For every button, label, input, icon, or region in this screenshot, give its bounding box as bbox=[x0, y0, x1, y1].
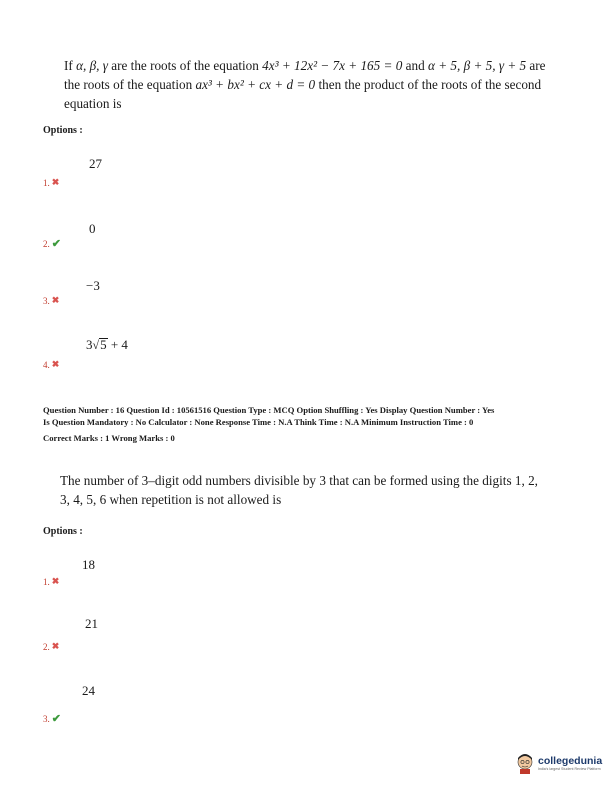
roots-greek: α, β, γ bbox=[76, 58, 108, 73]
equation-1: 4x³ + 12x² − 7x + 165 = 0 bbox=[262, 58, 403, 73]
option-value: −3 bbox=[86, 278, 100, 293]
check-mark-icon: ✔ bbox=[51, 238, 61, 250]
option-2[interactable]: 2. ✖ bbox=[43, 641, 60, 652]
option-value: 27 bbox=[89, 156, 102, 171]
question-16-text: The number of 3–digit odd numbers divisible by 3 that can be formed using the digits 1, 2, 3, 4, 5, 6 when repetition is not allowed is bbox=[60, 473, 538, 507]
option-2[interactable]: 2. ✔ bbox=[43, 238, 61, 250]
cross-mark-icon: ✖ bbox=[51, 359, 60, 369]
shifted-roots: α + 5, β + 5, γ + 5 bbox=[427, 58, 527, 73]
question-15-text: If α, β, γ are the roots of the equation 4x³ + 12x² − 7x + 165 = 0 and α + 5, β + 5, γ + 5 are the roots of the equation ax³ + bx² + cx + d = 0 then the product of the roots of the second equation is bbox=[64, 58, 546, 111]
options-label: Options : bbox=[43, 125, 83, 136]
question-16-meta: Question Number : 16 Question Id : 10561516 Question Type : MCQ Option Shuffling : Yes Display Question Number : Yes Is Question Mandatory : No Calculator : None Response Time : N.A Think Time : N.A Minimum Instruction Time : 0 Correct Marks : 1 Wrong Marks : 0 bbox=[43, 405, 495, 443]
option-value: 18 bbox=[82, 557, 95, 572]
option-value: 3√5 + 4 bbox=[86, 337, 128, 352]
mascot-icon bbox=[516, 752, 534, 774]
cross-mark-icon: ✖ bbox=[51, 641, 60, 651]
option-value: 0 bbox=[89, 221, 96, 236]
brand-tagline: India's largest Student Review Platform bbox=[538, 767, 601, 771]
option-1[interactable]: 1. ✖ bbox=[43, 576, 60, 587]
option-value: 24 bbox=[82, 683, 95, 698]
option-4[interactable]: 4. ✖ bbox=[43, 359, 60, 370]
option-3[interactable]: 3. ✖ bbox=[43, 295, 60, 306]
option-3[interactable]: 3. ✔ bbox=[43, 713, 61, 725]
option-1[interactable]: 1. ✖ bbox=[43, 177, 60, 188]
collegedunia-logo bbox=[516, 752, 602, 774]
cross-mark-icon: ✖ bbox=[51, 177, 60, 187]
equation-2: ax³ + bx² + cx + d = 0 bbox=[195, 77, 316, 92]
cross-mark-icon: ✖ bbox=[51, 576, 60, 586]
brand-name: collegedunia bbox=[538, 755, 603, 767]
options-label: Options : bbox=[43, 526, 83, 537]
option-value: 21 bbox=[85, 616, 98, 631]
check-mark-icon: ✔ bbox=[51, 713, 61, 725]
radicand: 5 bbox=[100, 337, 107, 352]
cross-mark-icon: ✖ bbox=[51, 295, 60, 305]
